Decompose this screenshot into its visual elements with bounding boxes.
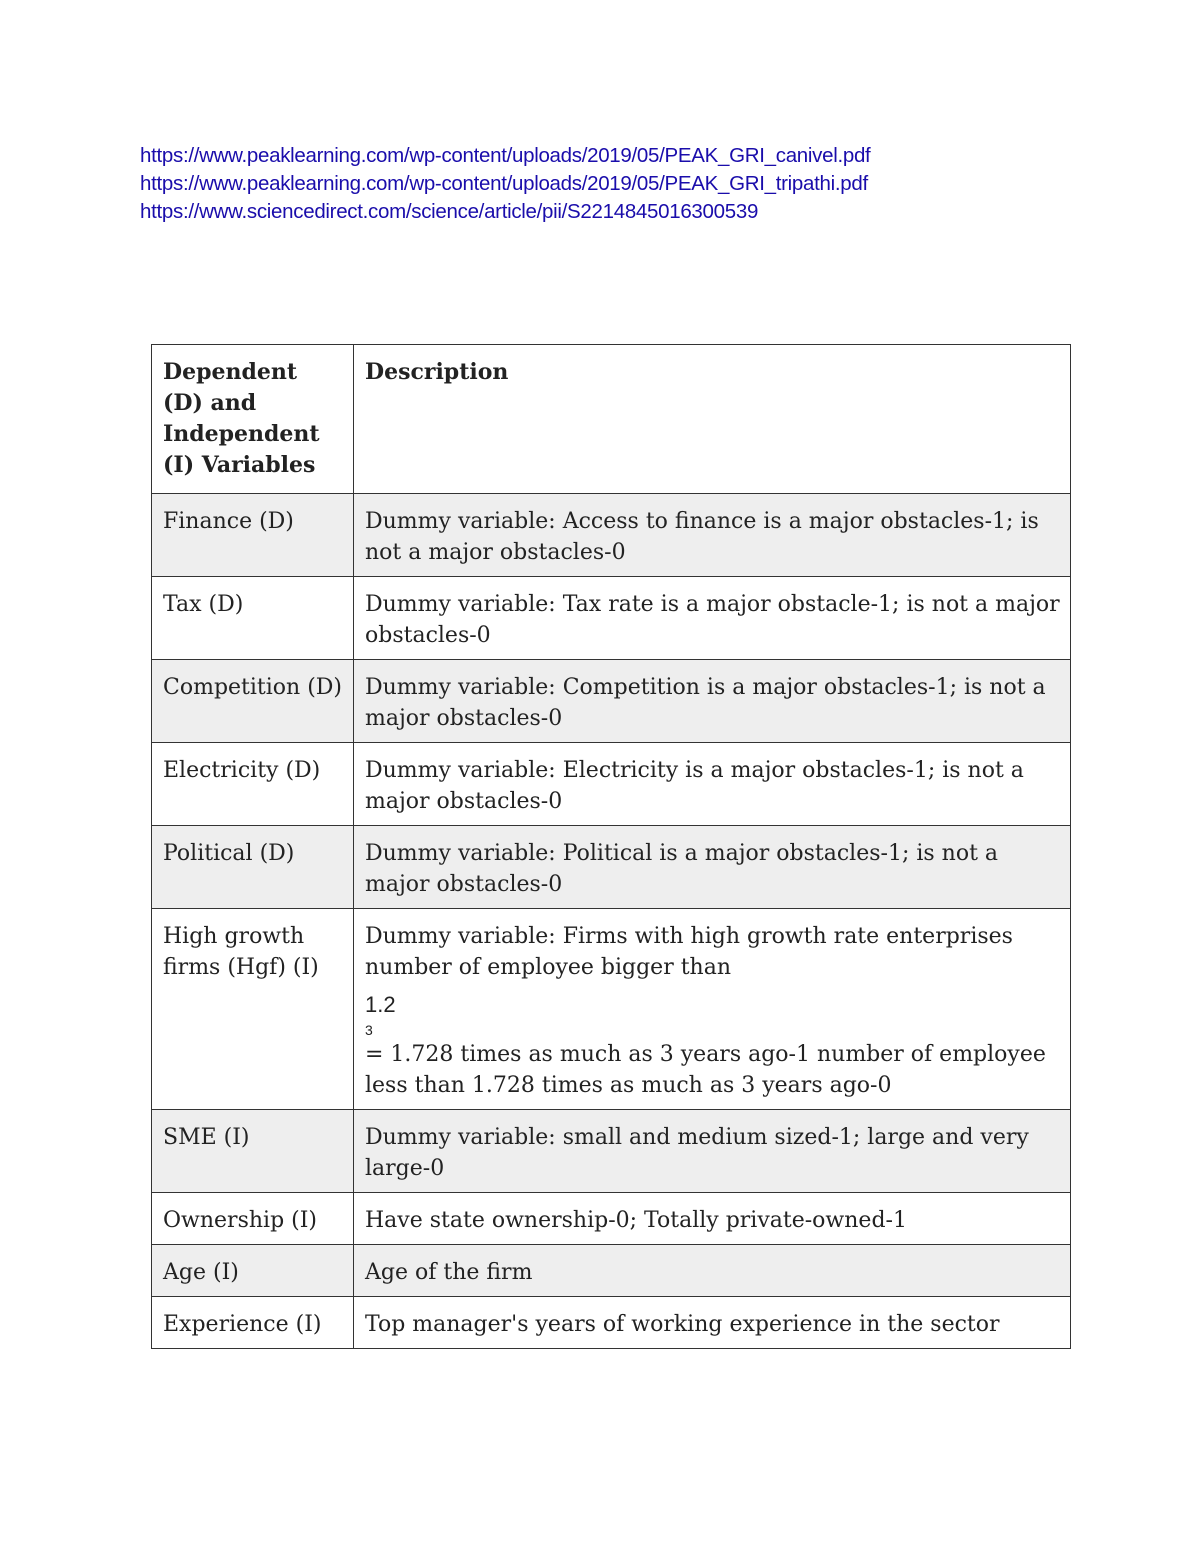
reference-link-tripathi[interactable]: https://www.peaklearning.com/wp-content/uploads/2019/05/PEAK_GRI_tripathi.pdf bbox=[140, 172, 868, 195]
description-cell: Top manager's years of working experience in the sector bbox=[354, 1297, 1071, 1349]
table-row bbox=[152, 909, 1071, 1110]
header-variables: Dependent (D) and Independent (I) Variables bbox=[152, 345, 354, 494]
description-cell: Dummy variable: Access to finance is a major obstacles-1; is not a major obstacles-0 bbox=[354, 494, 1071, 577]
description-cell: Dummy variable: Competition is a major obstacles-1; is not a major obstacles-0 bbox=[354, 660, 1071, 743]
variable-cell: Experience (I) bbox=[152, 1297, 354, 1349]
variable-cell: Political (D) bbox=[152, 826, 354, 909]
description-cell: Age of the firm bbox=[354, 1245, 1071, 1297]
variable-cell: Competition (D) bbox=[152, 660, 354, 743]
description-continuation: = 1.728 times as much as 3 years ago-1 number of employee less than 1.728 times as much as 3 years ago-0 bbox=[365, 1042, 1046, 1098]
table-header-row bbox=[152, 345, 1071, 494]
reference-link-sciencedirect[interactable]: https://www.sciencedirect.com/science/article/pii/S2214845016300539 bbox=[140, 200, 759, 223]
variable-cell: Finance (D) bbox=[152, 494, 354, 577]
description-cell: Have state ownership-0; Totally private-owned-1 bbox=[354, 1193, 1071, 1245]
variables-table bbox=[151, 344, 1071, 1349]
variable-cell: SME (I) bbox=[152, 1110, 354, 1193]
variable-cell: Ownership (I) bbox=[152, 1193, 354, 1245]
reference-links bbox=[140, 142, 870, 226]
formula-base: 1.2 bbox=[365, 992, 396, 1017]
variable-cell: Tax (D) bbox=[152, 577, 354, 660]
variable-cell: High growth firms (Hgf) (I) bbox=[152, 909, 354, 1110]
description-cell: Dummy variable: Electricity is a major obstacles-1; is not a major obstacles-0 bbox=[354, 743, 1071, 826]
formula-exponent: 3 bbox=[365, 1022, 373, 1038]
table-row bbox=[152, 1297, 1071, 1349]
table-row bbox=[152, 660, 1071, 743]
description-cell: Dummy variable: Political is a major obstacles-1; is not a major obstacles-0 bbox=[354, 826, 1071, 909]
table-row bbox=[152, 743, 1071, 826]
table-row bbox=[152, 1245, 1071, 1297]
reference-link-canivel[interactable]: https://www.peaklearning.com/wp-content/uploads/2019/05/PEAK_GRI_canivel.pdf bbox=[140, 144, 871, 167]
table-row bbox=[152, 1193, 1071, 1245]
table-row bbox=[152, 826, 1071, 909]
description-cell: Dummy variable: small and medium sized-1; large and very large-0 bbox=[354, 1110, 1071, 1193]
table-row bbox=[152, 577, 1071, 660]
variable-cell: Electricity (D) bbox=[152, 743, 354, 826]
variable-cell: Age (I) bbox=[152, 1245, 354, 1297]
header-description: Description bbox=[354, 345, 1071, 494]
description-cell: Dummy variable: Tax rate is a major obstacle-1; is not a major obstacles-0 bbox=[354, 577, 1071, 660]
description-cell-with-formula bbox=[354, 909, 1071, 1110]
table-row bbox=[152, 1110, 1071, 1193]
table-row bbox=[152, 494, 1071, 577]
description-text: Dummy variable: Firms with high growth rate enterprises number of employee bigger than bbox=[365, 924, 1013, 980]
